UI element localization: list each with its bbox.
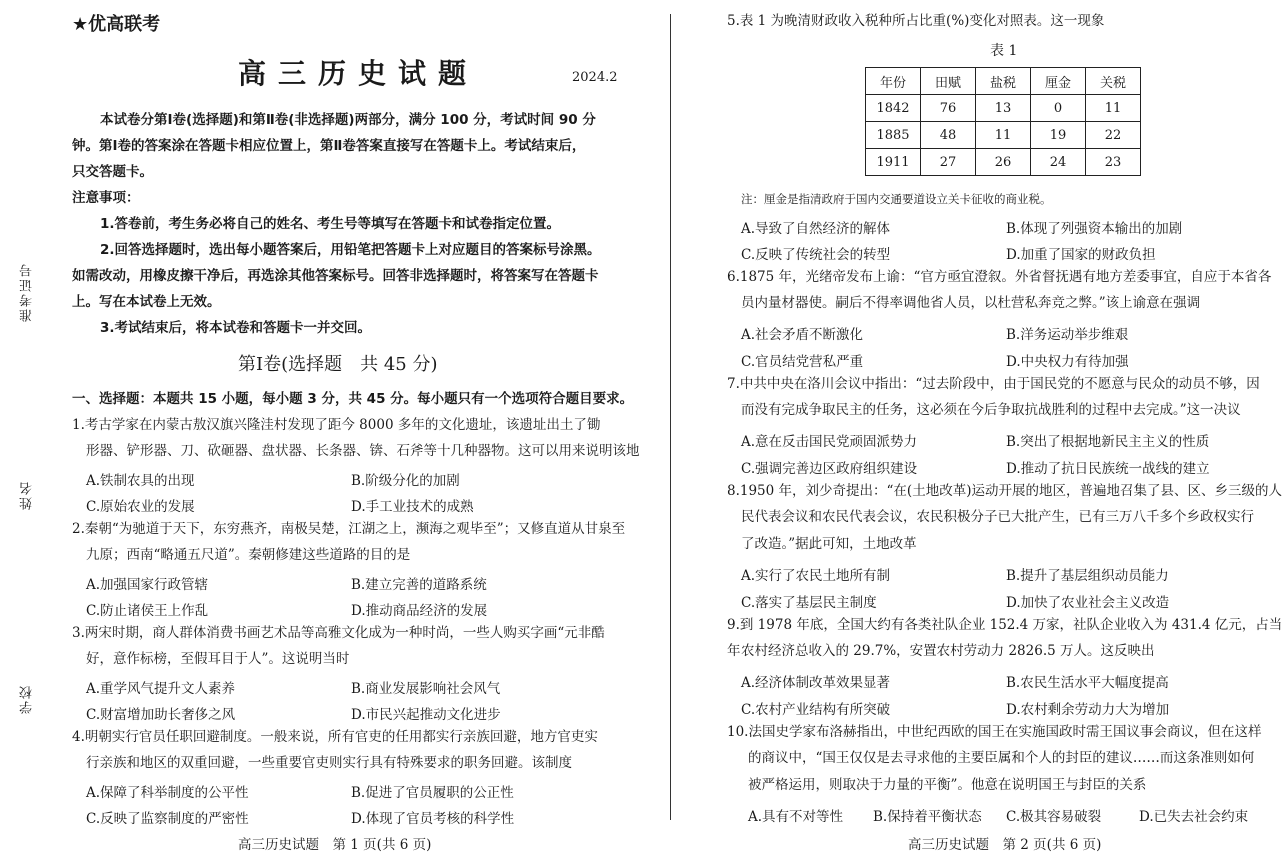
table-header-cell: 田赋 [921, 68, 976, 95]
option: D.已失去社会约束 [1139, 809, 1249, 825]
page-divider [670, 14, 671, 820]
instructions-line: 本试卷分第Ⅰ卷(选择题)和第Ⅱ卷(非选择题)两部分，满分 100 分，考试时间 90 分 [100, 112, 596, 128]
option: C.落实了基层民主制度 [741, 595, 877, 611]
question-stem: 九原；西南“略通五尺道”。秦朝修建这些道路的目的是 [86, 547, 411, 563]
option: B.促进了官员履职的公正性 [351, 785, 514, 801]
question-stem: 行亲族和地区的双重回避，一些重要官吏则实行具有特殊要求的职务回避。该制度 [86, 755, 572, 771]
option: B.阶级分化的加剧 [351, 473, 460, 489]
side-label-exam-number: 准考证号 [20, 262, 35, 322]
notice-line: 1.答卷前，考生务必将自己的姓名、考生号等填写在答题卡和试卷指定位置。 [100, 216, 561, 232]
instructions-line: 钟。第Ⅰ卷的答案涂在答题卡相应位置上，第Ⅱ卷答案直接写在答题卡上。考试结束后， [72, 138, 586, 154]
option: A.保障了科举制度的公平性 [86, 785, 249, 801]
table-cell: 24 [1031, 149, 1086, 176]
table-cell: 11 [976, 122, 1031, 149]
question-stem: 10.法国史学家布洛赫指出，中世纪西欧的国王在实施国政时需王国议事会商议，但在这样 [727, 724, 1262, 740]
notice-line: 3.考试结束后，将本试卷和答题卡一并交回。 [100, 320, 372, 336]
option: A.重学风气提升文人素养 [86, 681, 236, 697]
option: C.原始农业的发展 [86, 499, 195, 515]
option: A.铁制农具的出现 [86, 473, 195, 489]
option: D.市民兴起推动文化进步 [351, 707, 501, 723]
option: B.突出了根据地新民主主义的性质 [1006, 434, 1210, 450]
side-label-school: 学校 [20, 684, 35, 714]
table-note: 注：厘金是指清政府于国内交通要道设立关卡征收的商业税。 [741, 192, 1052, 206]
option: B.农民生活水平大幅度提高 [1006, 675, 1169, 691]
table-cell: 1842 [866, 95, 921, 122]
part-title: 第Ⅰ卷(选择题 共 45 分) [238, 354, 438, 375]
side-label-name: 姓名 [20, 480, 35, 510]
notice-line: 2.回答选择题时，选出每小题答案后，用铅笔把答题卡上对应题目的答案标号涂黑。 [100, 242, 601, 258]
tax-table [865, 67, 1141, 176]
option: C.农村产业结构有所突破 [741, 702, 891, 718]
table-header-cell: 关税 [1086, 68, 1141, 95]
question-stem: 4.明朝实行官员任职回避制度。一般来说，所有官吏的任用都实行亲族回避，地方官吏实 [72, 729, 598, 745]
table-header-cell: 盐税 [976, 68, 1031, 95]
option: D.加重了国家的财政负担 [1006, 247, 1156, 263]
option: B.体现了列强资本输出的加剧 [1006, 221, 1183, 237]
question-stem: 1.考古学家在内蒙古敖汉旗兴隆洼村发现了距今 8000 多年的文化遗址，该遗址出土了锄 [72, 417, 601, 433]
footer-page-2: 高三历史试题 第 2 页(共 6 页) [908, 837, 1102, 853]
question-stem: 好，意作标榜，至假耳目于人”。这说明当时 [86, 651, 350, 667]
table-caption: 表 1 [990, 43, 1018, 59]
question-stem: 民代表会议和农民代表会议，农民积极分子已大批产生，已有三万八千多个乡政权实行 [741, 509, 1254, 525]
brand: ★优高联考 [72, 14, 161, 35]
question-stem: 而没有完成争取民主的任务，这必须在今后争取抗战胜利的过程中去完成。”这一决议 [741, 402, 1241, 418]
option: A.具有不对等性 [748, 809, 844, 825]
option: B.保持着平衡状态 [873, 809, 982, 825]
option: A.经济体制改革效果显著 [741, 675, 891, 691]
notice-title: 注意事项： [72, 190, 140, 206]
option: D.体现了官员考核的科学性 [351, 811, 515, 827]
table-cell: 0 [1031, 95, 1086, 122]
table-header-cell: 年份 [866, 68, 921, 95]
question-stem: 农村经济总收入的 29.7%，安置农村劳动力 2826.5 万人。这反映出 [741, 643, 1155, 659]
question-stem: 7.中共中央在洛川会议中指出：“过去阶段中，由于国民党的不愿意与民众的动员不够，因 [727, 376, 1260, 392]
table-header-cell: 厘金 [1031, 68, 1086, 95]
table-row [866, 122, 1141, 149]
table-cell: 1885 [866, 122, 921, 149]
option: C.官员结党营私严重 [741, 354, 864, 370]
table-cell: 19 [1031, 122, 1086, 149]
option: C.极其容易破裂 [1006, 809, 1102, 825]
option: A.加强国家行政管辖 [86, 577, 209, 593]
table-cell: 11 [1086, 95, 1141, 122]
question-stem: 3.两宋时期，商人群体消费书画艺术品等高雅文化成为一种时尚，一些人购买字画“元非酷 [72, 625, 605, 641]
question-stem: 8.1950 年，刘少奇提出：“在(土地改革)运动开展的地区，普遍地召集了县、区、乡三级的人 [727, 483, 1282, 499]
option: D.农村剩余劳动力大为增加 [1006, 702, 1170, 718]
option: C.反映了监察制度的严密性 [86, 811, 249, 827]
question-stem: 5.表 1 为晚清财政收入税种所占比重(%)变化对照表。这一现象 [727, 13, 1105, 29]
table-cell: 27 [921, 149, 976, 176]
notice-line: 上。写在本试卷上无效。 [72, 294, 221, 310]
table-row [866, 149, 1141, 176]
option: B.提升了基层组织动员能力 [1006, 568, 1169, 584]
option: A.实行了农民土地所有制 [741, 568, 891, 584]
option: C.反映了传统社会的转型 [741, 247, 891, 263]
question-stem: 2.秦朝“为驰道于天下，东穷燕齐，南极吴楚，江湖之上，濒海之观毕至”；又修直道从甘泉至 [72, 521, 626, 537]
option: A.社会矛盾不断激化 [741, 327, 864, 343]
option: A.导致了自然经济的解体 [741, 221, 891, 237]
option: C.防止诸侯王上作乱 [86, 603, 209, 619]
instructions-line: 只交答题卡。 [72, 164, 153, 180]
option: D.推动商品经济的发展 [351, 603, 488, 619]
exam-date: 2024.2 [572, 70, 618, 85]
question-stem: 形器、铲形器、刀、砍砸器、盘状器、长条器、锛、石斧等十几种器物。这可以用来说明该地 [86, 443, 640, 459]
option: B.洋务运动举步维艰 [1006, 327, 1129, 343]
table-cell: 48 [921, 122, 976, 149]
question-stem: 9.到 1978 年底，全国大约有各类社队企业 152.4 万家，社队企业收入为 431.4 亿元，占当年 [727, 617, 1283, 659]
option: D.加快了农业社会主义改造 [1006, 595, 1170, 611]
page-title: 高三历史试题 [238, 57, 479, 90]
option: D.手工业技术的成熟 [351, 499, 474, 515]
table-cell: 22 [1086, 122, 1141, 149]
footer-page-1: 高三历史试题 第 1 页(共 6 页) [238, 837, 432, 853]
option: B.建立完善的道路系统 [351, 577, 487, 593]
option: D.中央权力有待加强 [1006, 354, 1129, 370]
table-cell: 23 [1086, 149, 1141, 176]
option: C.强调完善边区政府组织建设 [741, 461, 918, 477]
option: C.财富增加助长奢侈之风 [86, 707, 236, 723]
question-stem: 被严格运用，则取决于力量的平衡”。他意在说明国王与封臣的关系 [748, 777, 1147, 793]
table-cell: 26 [976, 149, 1031, 176]
question-stem: 的商议中，“国王仅仅是去寻求他的主要臣属和个人的封臣的建议……而这条准则如何 [748, 750, 1255, 766]
table-cell: 13 [976, 95, 1031, 122]
option: B.商业发展影响社会风气 [351, 681, 501, 697]
table-cell: 76 [921, 95, 976, 122]
question-stem: 了改造。”据此可知，土地改革 [741, 536, 917, 552]
question-stem: 6.1875 年，光绪帝发布上谕：“官方亟宜澄叙。外省督抚遇有地方差委事宜，自应于本省各 [727, 269, 1272, 285]
question-stem: 员内量材器使。嗣后不得率调他省人员，以杜营私奔竞之弊。”该上谕意在强调 [741, 295, 1201, 311]
option: A.意在反击国民党顽固派势力 [741, 434, 918, 450]
option: D.推动了抗日民族统一战线的建立 [1006, 461, 1210, 477]
table-row [866, 95, 1141, 122]
table-header-row [866, 68, 1141, 95]
notice-line: 如需改动，用橡皮擦干净后，再选涂其他答案标号。回答非选择题时，将答案写在答题卡 [72, 268, 599, 284]
section-header: 一、选择题：本题共 15 小题，每小题 3 分，共 45 分。每小题只有一个选项符合题目要求。 [72, 391, 634, 407]
table-cell: 1911 [866, 149, 921, 176]
